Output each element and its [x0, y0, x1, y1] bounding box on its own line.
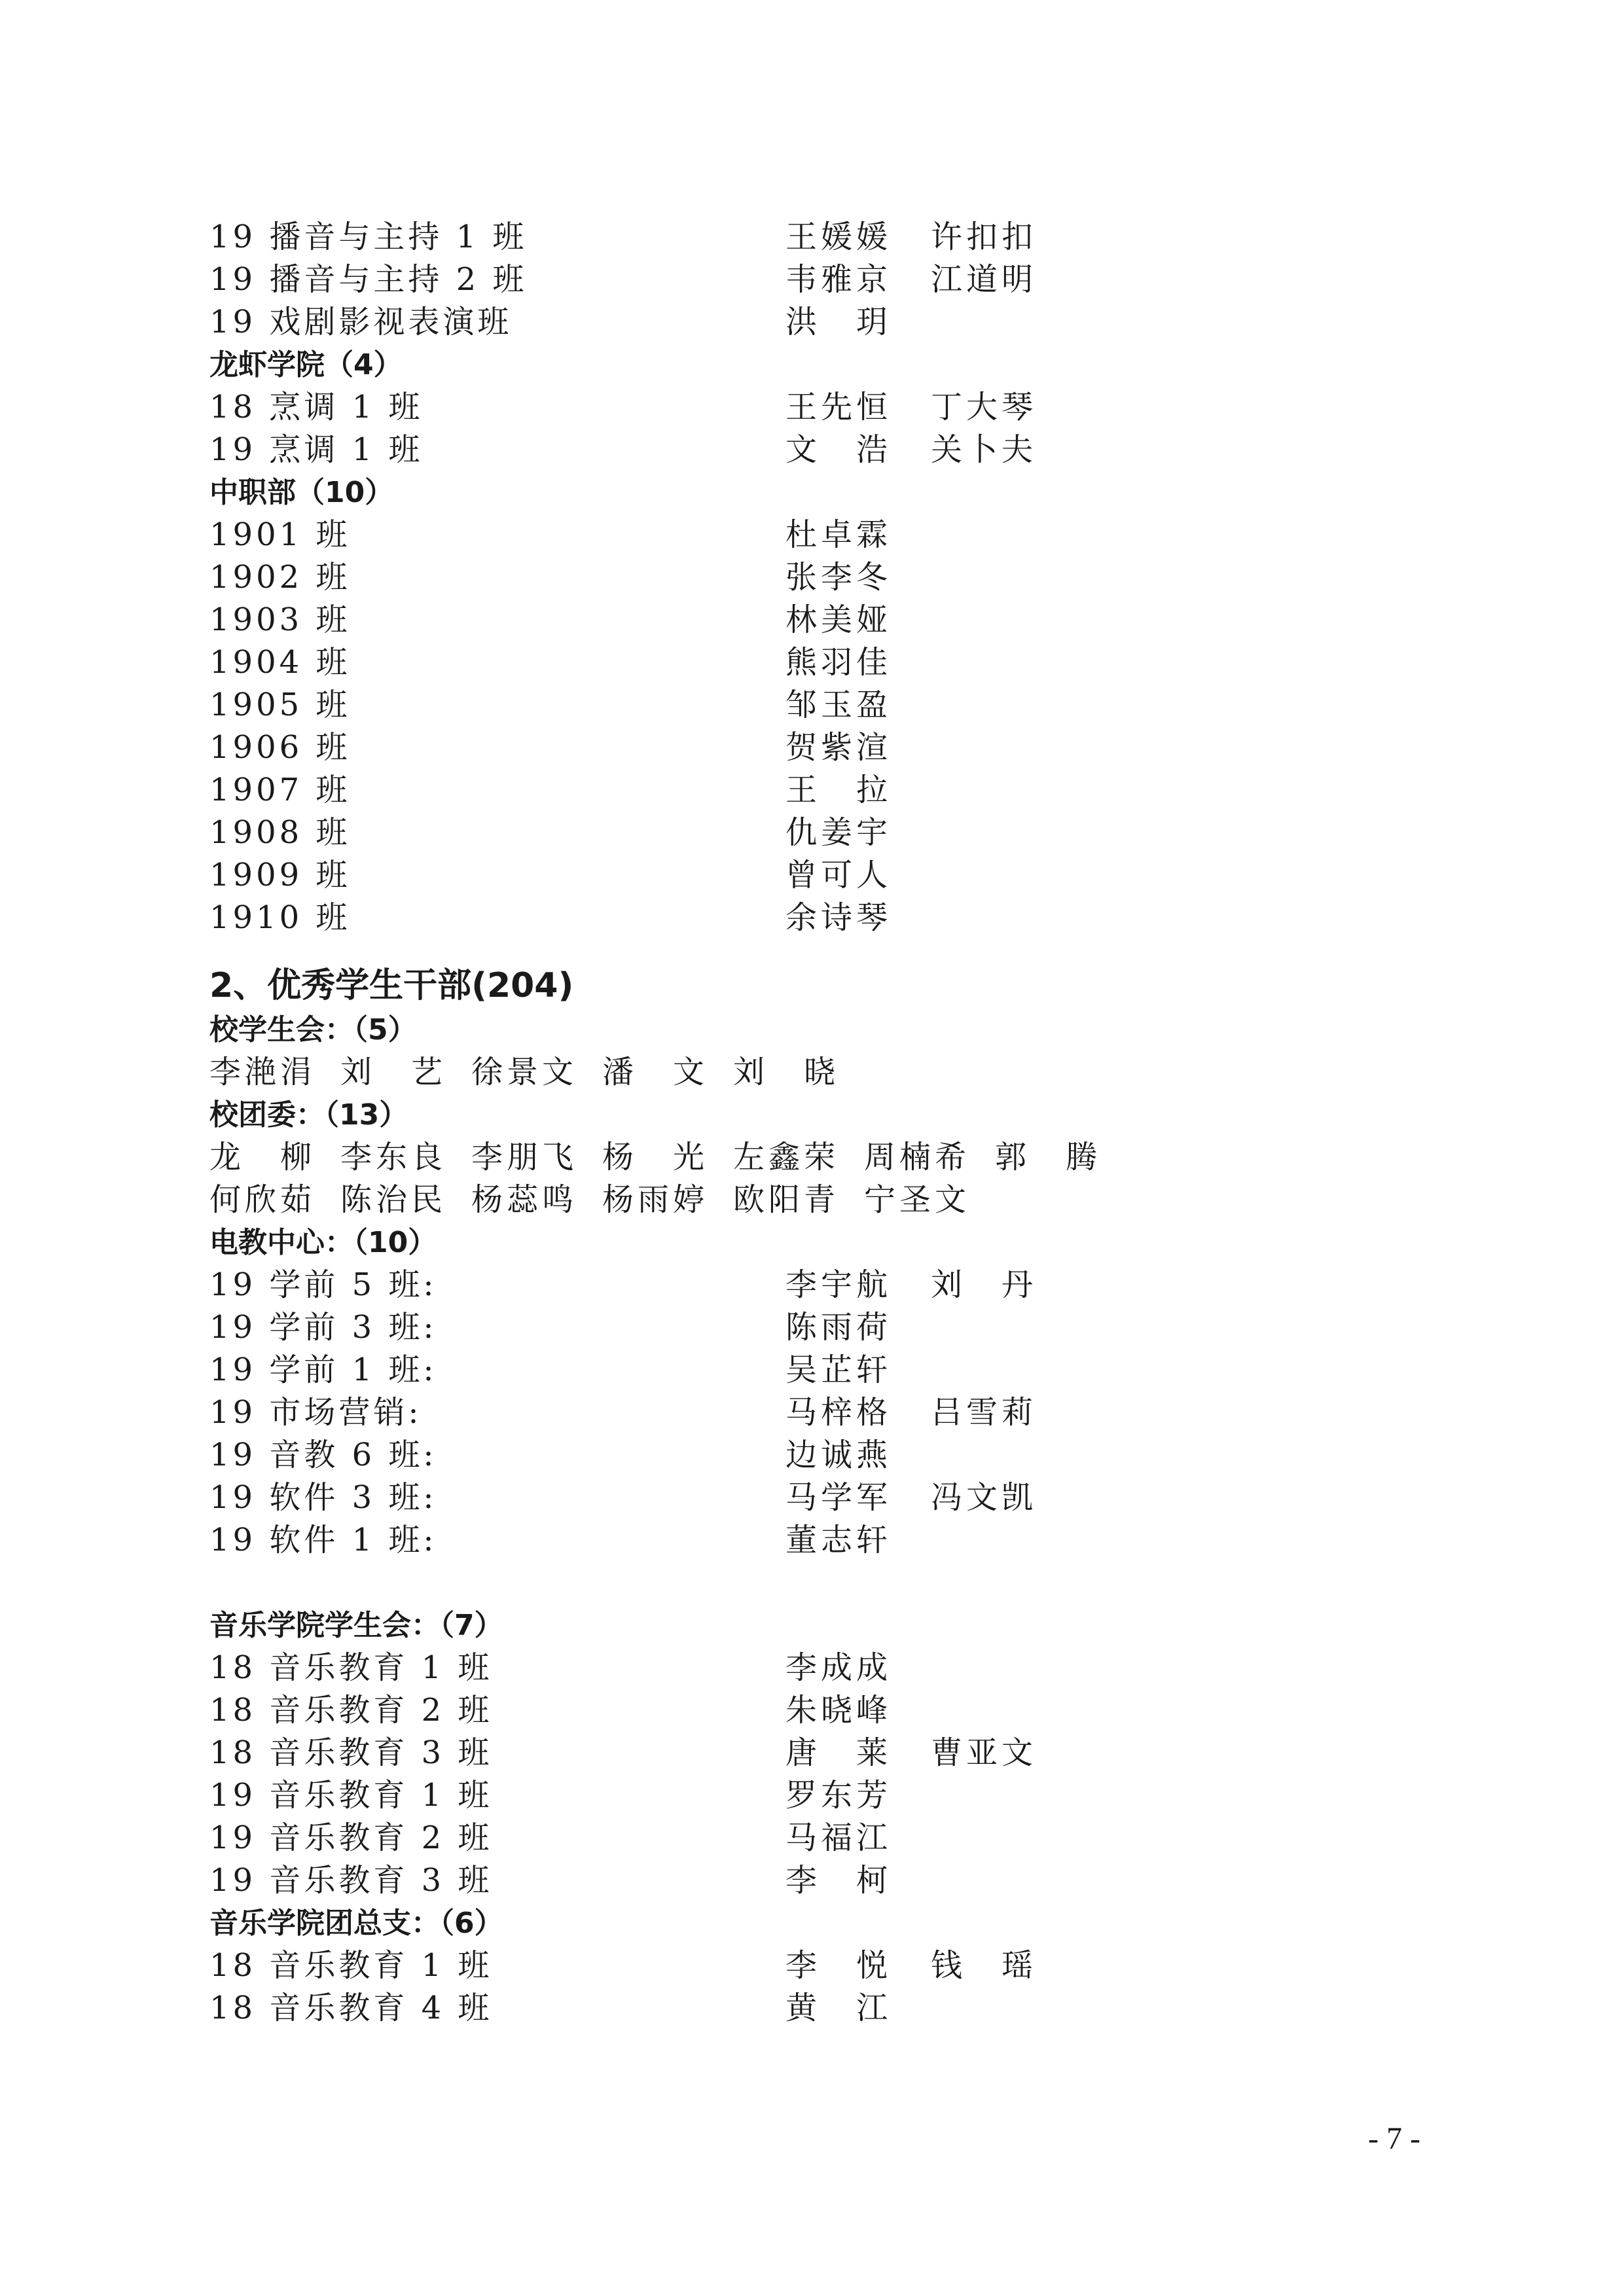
student-name: 丁大琴	[931, 389, 1038, 425]
class-name: 18 音乐教育 3 班	[209, 1734, 493, 1771]
class-row	[209, 769, 1453, 812]
class-row	[209, 1391, 1453, 1434]
student-names	[785, 684, 931, 726]
student-names	[785, 216, 1076, 259]
class-row	[209, 1349, 1453, 1391]
student-names	[785, 386, 1076, 429]
student-name: 李 悦	[785, 1947, 892, 1984]
student-name: 刘 丹	[931, 1266, 1038, 1303]
student-name: 陈治民	[340, 1181, 447, 1218]
student-name: 杨 光	[602, 1139, 709, 1175]
class-name: 18 音乐教育 1 班	[209, 1649, 493, 1686]
class-name: 1910 班	[209, 899, 351, 936]
student-name: 熊羽佳	[785, 644, 892, 681]
student-name: 仇姜宇	[785, 814, 892, 851]
group-heading: 龙虾学院（4）	[209, 348, 403, 382]
student-name: 何欣茹	[209, 1181, 316, 1218]
class-row	[209, 301, 1453, 344]
student-names	[785, 726, 931, 769]
class-row	[209, 259, 1453, 301]
group-heading: 电教中心：（10）	[209, 1226, 437, 1259]
class-name: 18 音乐教育 1 班	[209, 1947, 493, 1984]
class-name: 1908 班	[209, 814, 351, 851]
student-name: 张李冬	[785, 559, 892, 596]
student-names	[785, 1519, 931, 1562]
class-name: 19 音乐教育 3 班	[209, 1862, 493, 1899]
class-name: 19 学前 1 班:	[209, 1352, 437, 1388]
student-name: 李滟涓	[209, 1054, 316, 1090]
student-name: 许扣扣	[931, 219, 1038, 255]
name-list-row	[209, 1051, 1453, 1094]
class-row	[209, 1859, 1453, 1902]
class-name: 1906 班	[209, 729, 351, 766]
student-name: 王 拉	[785, 772, 892, 808]
student-name: 朱晓峰	[785, 1692, 892, 1729]
student-name: 罗东芳	[785, 1777, 892, 1814]
student-names	[785, 854, 931, 897]
page-number: - 7 -	[1368, 2121, 1420, 2156]
name-list-row	[209, 1179, 1453, 1221]
class-name: 19 戏剧影视表演班	[209, 304, 513, 340]
student-name: 龙 柳	[209, 1139, 316, 1175]
student-name: 李朋飞	[471, 1139, 578, 1175]
student-names	[785, 1306, 931, 1349]
group-heading: 音乐学院团总支：（6）	[209, 1907, 503, 1940]
student-names	[785, 1647, 931, 1689]
student-names	[785, 259, 1076, 301]
class-name: 1902 班	[209, 559, 351, 596]
class-row	[209, 1477, 1453, 1519]
class-name: 19 烹调 1 班	[209, 431, 424, 468]
student-name: 欧阳青	[733, 1181, 840, 1218]
class-row	[209, 812, 1453, 854]
student-names	[785, 301, 931, 344]
document-body	[209, 216, 1453, 2030]
class-name: 19 学前 3 班:	[209, 1309, 437, 1346]
section-title: 2、优秀学生干部(204)	[209, 966, 574, 1005]
student-name: 马梓格	[785, 1394, 892, 1431]
student-name: 马福江	[785, 1820, 892, 1856]
class-name: 19 播音与主持 2 班	[209, 261, 528, 298]
student-name: 王先恒	[785, 389, 892, 425]
student-name: 冯文凯	[931, 1479, 1038, 1516]
student-names	[785, 1817, 931, 1859]
student-name: 余诗琴	[785, 899, 892, 936]
class-name: 19 市场营销:	[209, 1394, 422, 1431]
student-names	[785, 1391, 1076, 1434]
group-heading: 音乐学院学生会：（7）	[209, 1609, 503, 1642]
student-name: 左鑫荣	[733, 1139, 840, 1175]
class-name: 19 播音与主持 1 班	[209, 219, 528, 255]
student-names	[785, 641, 931, 684]
group-heading: 校学生会：（5）	[209, 1013, 417, 1047]
class-row	[209, 897, 1453, 939]
class-row	[209, 641, 1453, 684]
student-names	[785, 429, 1076, 471]
group-heading: 中职部（10）	[209, 476, 394, 509]
class-name: 1903 班	[209, 601, 351, 638]
student-name: 林美娅	[785, 601, 892, 638]
student-name: 韦雅京	[785, 261, 892, 298]
class-name: 19 音乐教育 2 班	[209, 1820, 493, 1856]
class-row	[209, 684, 1453, 726]
student-name: 曾可人	[785, 857, 892, 893]
student-names	[785, 514, 931, 556]
class-row	[209, 1519, 1453, 1562]
student-names	[785, 812, 931, 854]
class-row	[209, 1987, 1453, 2030]
student-name: 钱 瑶	[931, 1947, 1038, 1984]
class-name: 19 音乐教育 1 班	[209, 1777, 493, 1814]
class-name: 18 音乐教育 2 班	[209, 1692, 493, 1729]
student-name: 徐景文	[471, 1054, 578, 1090]
class-name: 19 软件 3 班:	[209, 1479, 437, 1516]
class-name: 1904 班	[209, 644, 351, 681]
student-name: 宁圣文	[864, 1181, 971, 1218]
student-name: 李东良	[340, 1139, 447, 1175]
student-names	[785, 1987, 931, 2030]
class-name: 1907 班	[209, 772, 351, 808]
student-name: 关卜夫	[931, 431, 1038, 468]
student-names	[785, 1732, 1076, 1774]
class-name: 18 音乐教育 4 班	[209, 1990, 493, 2026]
class-name: 19 软件 1 班:	[209, 1522, 437, 1558]
class-row	[209, 1945, 1453, 1987]
class-row	[209, 1689, 1453, 1732]
class-row	[209, 1434, 1453, 1477]
student-name: 吴芷轩	[785, 1352, 892, 1388]
student-names	[785, 1349, 931, 1391]
class-row	[209, 386, 1453, 429]
student-name: 郭 腾	[995, 1139, 1102, 1175]
class-row	[209, 1264, 1453, 1306]
student-name: 刘 晓	[733, 1054, 840, 1090]
class-row	[209, 854, 1453, 897]
student-name: 江道明	[931, 261, 1038, 298]
student-name: 李 柯	[785, 1862, 892, 1899]
student-name: 陈雨荷	[785, 1309, 892, 1346]
student-names	[785, 599, 931, 641]
class-row	[209, 1306, 1453, 1349]
student-name: 李宇航	[785, 1266, 892, 1303]
class-row	[209, 599, 1453, 641]
class-row	[209, 514, 1453, 556]
student-name: 文 浩	[785, 431, 892, 468]
student-name: 杜卓霖	[785, 516, 892, 553]
student-name: 洪 玥	[785, 304, 892, 340]
class-name: 19 音教 6 班:	[209, 1437, 437, 1473]
student-name: 杨雨婷	[602, 1181, 709, 1218]
name-list-row	[209, 1136, 1453, 1179]
class-row	[209, 1817, 1453, 1859]
class-name: 1909 班	[209, 857, 351, 893]
student-name: 边诚燕	[785, 1437, 892, 1473]
class-row	[209, 1647, 1453, 1689]
class-row	[209, 1774, 1453, 1817]
student-name: 贺紫渲	[785, 729, 892, 766]
student-names	[785, 1477, 1076, 1519]
student-names	[785, 769, 931, 812]
student-names	[785, 1434, 931, 1477]
student-name: 潘 文	[602, 1054, 709, 1090]
student-name: 周楠希	[864, 1139, 971, 1175]
student-name: 王媛媛	[785, 219, 892, 255]
student-names	[785, 1774, 931, 1817]
student-name: 马学军	[785, 1479, 892, 1516]
student-name: 邹玉盈	[785, 687, 892, 723]
student-names	[785, 556, 931, 599]
class-row	[209, 216, 1453, 259]
student-name: 李成成	[785, 1649, 892, 1686]
student-names	[785, 897, 931, 939]
student-name: 刘 艺	[340, 1054, 447, 1090]
student-name: 唐 莱	[785, 1734, 892, 1771]
student-names	[785, 1264, 1076, 1306]
group-heading: 校团委：（13）	[209, 1098, 408, 1132]
student-names	[785, 1859, 931, 1902]
class-name: 19 学前 5 班:	[209, 1266, 437, 1303]
class-name: 1905 班	[209, 687, 351, 723]
student-names	[785, 1689, 931, 1732]
class-row	[209, 429, 1453, 471]
class-row	[209, 1732, 1453, 1774]
student-name: 曹亚文	[931, 1734, 1038, 1771]
class-row	[209, 556, 1453, 599]
student-name: 杨蕊鸣	[471, 1181, 578, 1218]
student-name: 黄 江	[785, 1990, 892, 2026]
class-row	[209, 726, 1453, 769]
student-name: 董志轩	[785, 1522, 892, 1558]
class-name: 18 烹调 1 班	[209, 389, 424, 425]
student-names	[785, 1945, 1076, 1987]
class-name: 1901 班	[209, 516, 351, 553]
spacer	[209, 1562, 1453, 1604]
student-name: 吕雪莉	[931, 1394, 1038, 1431]
